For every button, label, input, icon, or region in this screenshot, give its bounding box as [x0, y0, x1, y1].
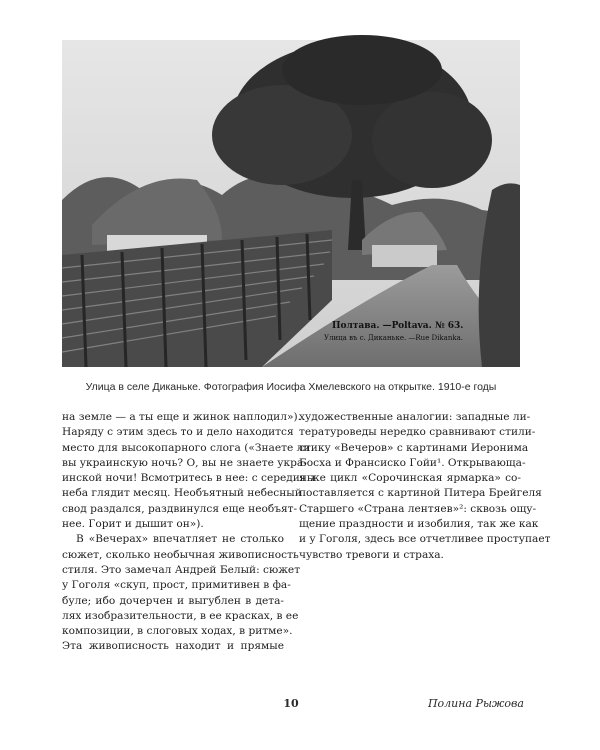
text-line: лях изобразительности, в ее красках, в ее	[62, 609, 299, 622]
text-line: поставляется с картиной Питера Брейгеля	[299, 487, 542, 500]
text-line: инской ночи! Всмотритесь в нее: с середины	[62, 472, 316, 485]
right-text-column	[299, 410, 551, 563]
text-line: композиции, в слоговых ходах, в ритме».	[62, 625, 293, 638]
text-line: стику «Вечеров» с картинами Иеронима	[299, 441, 529, 454]
text-line: Эта живописность находит и прямые	[62, 640, 284, 653]
text-line: В «Вечерах» впечатляет не столько	[76, 533, 284, 546]
text-line: Старшего «Страна лентяев»²: сквозь ощу-	[299, 502, 537, 515]
text-line: чувство тревоги и страха.	[299, 548, 444, 561]
text-line: художественные аналогии: западные ли-	[299, 411, 531, 423]
text-line: неба глядит месяц. Необъятный небесный	[62, 487, 302, 500]
text-line: тературоведы нередко сравнивают стили-	[299, 426, 536, 439]
text-line: свод раздался, раздвинулся еще необъят-	[62, 502, 298, 515]
text-line: и у Гоголя, здесь все отчетливее проступает	[299, 533, 551, 546]
text-line: Босха и Франсиско Гойи¹. Открывающа-	[299, 456, 526, 469]
text-line: вы украинскую ночь? О, вы не знаете укра-	[62, 456, 307, 469]
text-line: у Гоголя «скуп, прост, примитивен в фа-	[62, 579, 291, 592]
left-text-column	[62, 410, 316, 655]
text-line: место для высокопарного слога («Знаете ли	[62, 441, 311, 454]
postcard-stamp-line1: Полтава. —Poltava. № 63.	[332, 321, 464, 331]
text-line: буле; ибо дочерчен и выгублен в дета-	[62, 594, 284, 607]
photo-caption: Улица в селе Диканьке. Фотография Иосифа Хмелевского на открытке. 1910-е годы	[85, 381, 497, 393]
village-street-photo	[62, 40, 520, 367]
text-line: стиля. Это замечал Андрей Белый: сюжет	[62, 563, 301, 576]
text-line: сюжет, сколько необычная живописность	[62, 548, 299, 561]
text-line: щение праздности и изобилия, так же как	[299, 518, 539, 531]
text-line: на земле — а ты еще и жинок наплодил»).	[62, 411, 301, 423]
text-line: Наряду с этим здесь то и дело находится	[62, 426, 294, 439]
running-footer-author: Полина Рыжова	[427, 697, 524, 710]
postcard-stamp-line2: Улица въ с. Диканьке. —Rue Dikanka.	[324, 334, 463, 342]
page-number: 10	[283, 697, 299, 710]
text-line: я же цикл «Сорочинская ярмарка» со-	[299, 472, 521, 485]
text-line: нее. Горит и дышит он»).	[62, 518, 204, 531]
